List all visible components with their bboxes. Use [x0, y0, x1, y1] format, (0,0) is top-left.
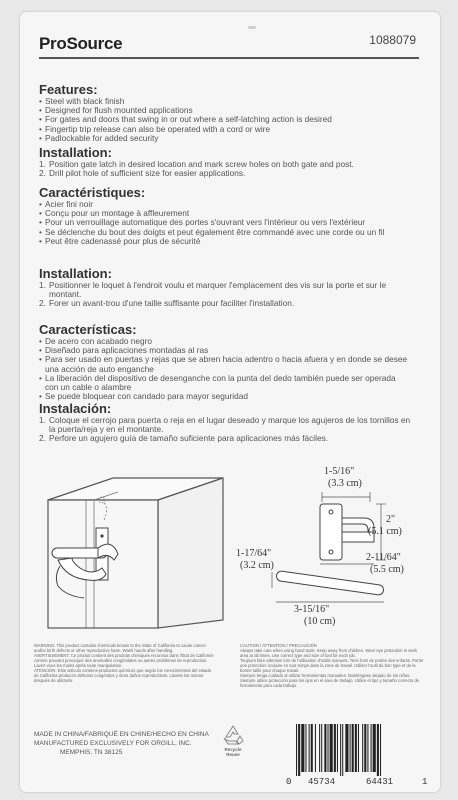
barcode-bar	[301, 724, 304, 772]
feature-item-es: • De acero con acabado negro	[39, 337, 411, 346]
barcode-bar	[330, 724, 333, 772]
barcode-bar	[380, 724, 381, 776]
instalacion-title: Instalación:	[39, 401, 112, 416]
installation-fr-step: 2. Forer un avant-trou d'une taille suffisante pour faciliter l'installation.	[39, 298, 295, 309]
barcode-digit: 45734	[308, 777, 336, 787]
installation-fr-section	[39, 266, 411, 309]
instalacion-step: 2. Perfore un agujero guía de tamaño suficiente para aplicaciones más fáciles.	[39, 433, 329, 444]
features-section	[39, 82, 411, 143]
dim-label: (3.2 cm)	[240, 560, 274, 571]
barcode-bar	[355, 724, 357, 772]
feature-item-es: • Se puede bloquear con candado para mayor seguridad	[39, 392, 411, 401]
feature-item: • Steel with black finish	[39, 97, 411, 106]
features-title: Features:	[39, 82, 98, 97]
barcode-bars	[296, 724, 381, 776]
barcode-bar	[358, 724, 359, 772]
barcode-bar	[305, 724, 306, 772]
dim-label: 1-17/64"	[236, 548, 272, 559]
brand-logo: ProSource	[39, 34, 123, 53]
caracteristiques-section	[39, 185, 411, 246]
barcode-bar	[296, 724, 297, 776]
installation-section	[39, 145, 411, 178]
barcode-bar	[334, 724, 336, 772]
dim-label: 1-5/16"	[324, 466, 355, 477]
barcode-bar	[337, 724, 338, 772]
dim-label: 2"	[386, 514, 396, 525]
dim-label: (10 cm)	[304, 616, 336, 627]
caracteristicas-section	[39, 322, 411, 401]
feature-item: • For gates and doors that swing in or out where a self-latching action is desired	[39, 115, 411, 124]
dim-label: (3.3 cm)	[328, 478, 362, 489]
feature-item: • Fingertip trip release can also be operated with a cord or wire	[39, 125, 411, 134]
instalacion-section	[39, 401, 411, 444]
recycle-icon	[220, 724, 246, 746]
origin-line-3: MEMPHIS, TN 38125	[60, 749, 123, 756]
feature-item-es: • Diseñado para aplicaciones montadas al ras	[39, 346, 411, 355]
sku-number: 1088079	[369, 33, 416, 47]
feature-item-fr: • Se déclenche du bout des doigts et peut également être commandé avec une corde ou un fil	[39, 228, 411, 237]
barcode-bar	[315, 724, 316, 772]
feature-item-es: • La liberación del dispositivo de desenganche con la punta del dedo también puede ser operada con un cable o alambre	[39, 374, 411, 392]
barcode-bar	[340, 724, 341, 776]
feature-item: • Designed for flush mounted applications	[39, 106, 411, 115]
barcode-bar	[350, 724, 351, 772]
dim-label: (5.1 cm)	[368, 526, 402, 537]
barcode-bar	[324, 724, 326, 772]
installation-title: Installation:	[39, 145, 112, 160]
barcode-bar	[364, 724, 366, 772]
hang-hole	[248, 26, 256, 29]
barcode-digit: 1	[422, 777, 428, 787]
origin-line-1: MADE IN CHINA/FABRIQUÉ EN CHINE/HECHO EN CHINA	[34, 731, 209, 738]
dimension-diagram	[236, 460, 436, 630]
feature-item-fr: • Pour un verrouillage automatique des portes s'ouvrant vers l'intérieur ou vers l'extérieur	[39, 218, 411, 227]
feature-item-fr: • Conçu pour un montage à affleurement	[39, 209, 411, 218]
instalacion-step: 1. Coloque el cerrojo para puerta o reja en el lugar deseado y marque los agujeros de los tornillos en la puerta/reja y en el montante.	[39, 415, 411, 435]
installation-step: 2. Drill pilot hole of sufficient size for easier applications.	[39, 168, 246, 179]
dim-label: 3-15/16"	[294, 604, 330, 615]
feature-item-fr: • Acier fini noir	[39, 200, 411, 209]
feature-item-es: • Para ser usado en puertas y rejas que se abren hacia adentro o hacia afuera y en donde se desee una acción de auto enganche	[39, 355, 411, 373]
barcode-bar	[309, 724, 310, 772]
recycle-logo	[213, 724, 253, 757]
installation-step: 1. Position gate latch in desired location and mark screw holes on both gate and post.	[39, 159, 354, 169]
barcode-bar	[328, 724, 329, 772]
divider	[39, 57, 419, 59]
barcode-bar	[345, 724, 348, 772]
barcode-digit: 0	[286, 777, 292, 787]
installation-illustration	[38, 470, 238, 630]
barcode-bar	[311, 724, 313, 772]
barcode-bar	[373, 724, 376, 772]
dim-label: 2-11/64"	[366, 552, 401, 563]
barcode-bar	[321, 724, 322, 772]
recycle-label: Recycle Reuse	[224, 747, 242, 757]
barcode-bar	[342, 724, 343, 776]
barcode-bar	[367, 724, 368, 772]
barcode-digit: 64431	[366, 777, 394, 787]
installation-fr-step: 1. Positionner le loquet à l'endroit voulu et marquer l'emplacement des vis sur la porte et sur le montant.	[39, 280, 387, 300]
origin-text	[34, 730, 209, 757]
barcode-bar	[377, 724, 379, 776]
warning-text-right: CAUTION / ATTENTION / PRECAUCIÓN Always take care when using hand tools. Keep away from children. Wear eye protection in work area at all times. Use correct type and size of tool for each job. Toujours faire attention lors de l'utilisation d'outils manuels. Tenir hors de portée des enfants. Porter une protection oculaire en tout temps dans la zone de travail. Utiliser l'outil du bon type et de la bonne taille pour chaque travail. Siempre tenga cuidado al utilizar herramientas manuales. Manténgase alejado de los niños. Siempre utilice protección para los ojos en el área de trabajo. Utilice el tipo y tamaño correcto de herramienta para cada trabajo.	[240, 643, 424, 688]
origin-line-2: MANUFACTURED EXCLUSIVELY FOR ORGILL, INC.	[34, 740, 192, 747]
feature-item-fr: • Peut être cadenassé pour plus de sécurité	[39, 237, 411, 246]
barcode-bar	[371, 724, 372, 772]
barcode-bar	[352, 724, 354, 772]
installation-fr-title: Installation:	[39, 266, 112, 281]
dim-label: (5.5 cm)	[370, 564, 404, 575]
caracteristiques-title: Caractéristiques:	[39, 185, 146, 200]
warning-text-left: WARNING: This product contains chemicals known to the State of California to cause cancer and/or birth defects or other reproductive harm. Wash hands after handling. AVERTISSEMENT: Ce produit contient des produits chimiques reconnus dans l'État de Californie comme pouvant provoquer des anomalies congénitales ou autres problèmes de reproduction. Lavez-vous les mains après toute manipulation. ATENCIÓN: Este artículo contiene productos químicos que según los conocimientos del estado de California producen defectos congénitos y otros daños reproductivos. Lávese las manos después de utilizarlo.	[34, 643, 214, 683]
caracteristicas-title: Características:	[39, 322, 137, 337]
barcode-bar	[298, 724, 300, 776]
barcode-bar	[319, 724, 320, 772]
upc-barcode	[282, 720, 432, 788]
feature-item: • Padlockable for added security	[39, 134, 411, 143]
barcode-bar	[362, 724, 363, 772]
